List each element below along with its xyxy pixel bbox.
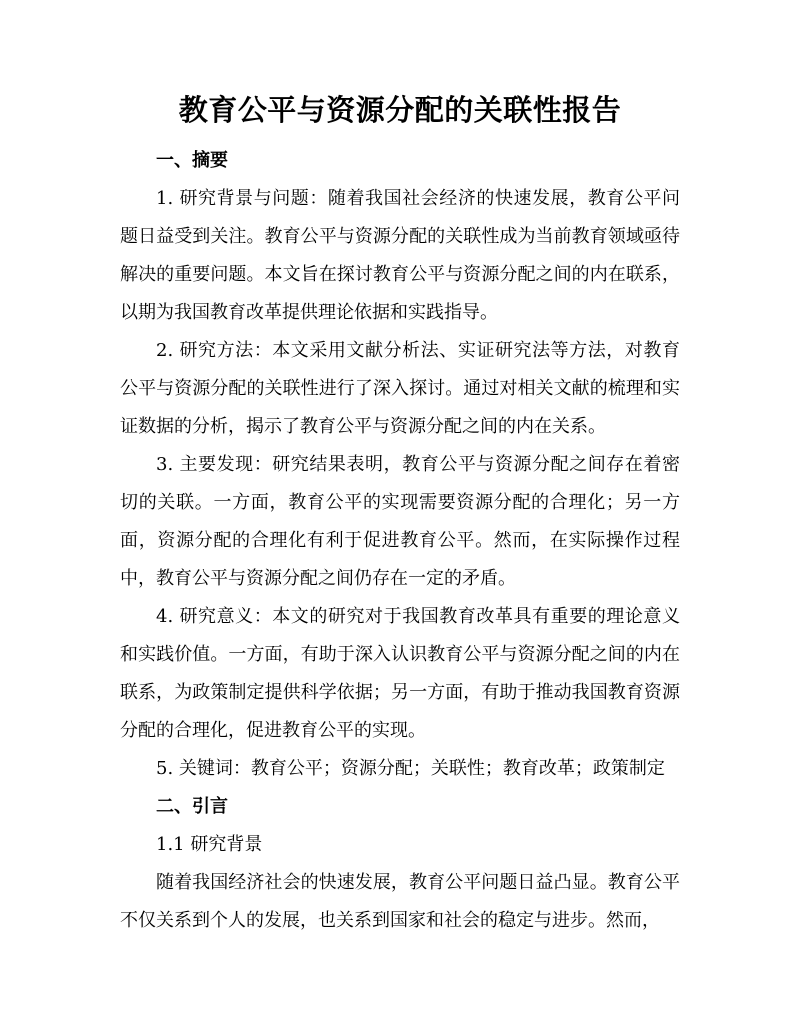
document-body [120,142,680,940]
introduction-paragraph: 随着我国经济社会的快速发展，教育公平问题日益凸显。教育公平不仅关系到个人的发展，也关系到国家和社会的稳定与进步。然而， [120,872,680,931]
abstract-paragraph-significance: 4. 研究意义：本文的研究对于我国教育改革具有重要的理论意义和实践价值。一方面，有助于深入认识教育公平与资源分配之间的内在联系，为政策制定提供科学依据；另一方面，有助于推动我国教育资源分配的合理化，促进教育公平的实现。 [120,606,680,741]
abstract-paragraph-methods: 2. 研究方法：本文采用文献分析法、实证研究法等方法，对教育公平与资源分配的关联性进行了深入探讨。通过对相关文献的梳理和实证数据的分析，揭示了教育公平与资源分配之间的内在关系。 [120,340,680,437]
subsection-heading-background: 1.1 研究背景 [156,834,263,855]
abstract-paragraph-findings: 3. 主要发现：研究结果表明，教育公平与资源分配之间存在着密切的关联。一方面，教育公平的实现需要资源分配的合理化；另一方面，资源分配的合理化有利于促进教育公平。然而，在实际操作过程中，教育公平与资源分配之间仍存在一定的矛盾。 [120,454,680,589]
abstract-paragraph-background: 1. 研究背景与问题：随着我国社会经济的快速发展，教育公平问题日益受到关注。教育公平与资源分配的关联性成为当前教育领域亟待解决的重要问题。本文旨在探讨教育公平与资源分配之间的内在联系，以期为我国教育改革提供理论依据和实践指导。 [120,188,680,323]
abstract-paragraph-keywords: 5. 关键词：教育公平；资源分配；关联性；教育改革；政策制定 [156,758,665,779]
section-heading-introduction: 二、引言 [156,796,228,817]
section-heading-abstract: 一、摘要 [156,150,228,171]
document-title: 教育公平与资源分配的关联性报告 [178,93,622,127]
